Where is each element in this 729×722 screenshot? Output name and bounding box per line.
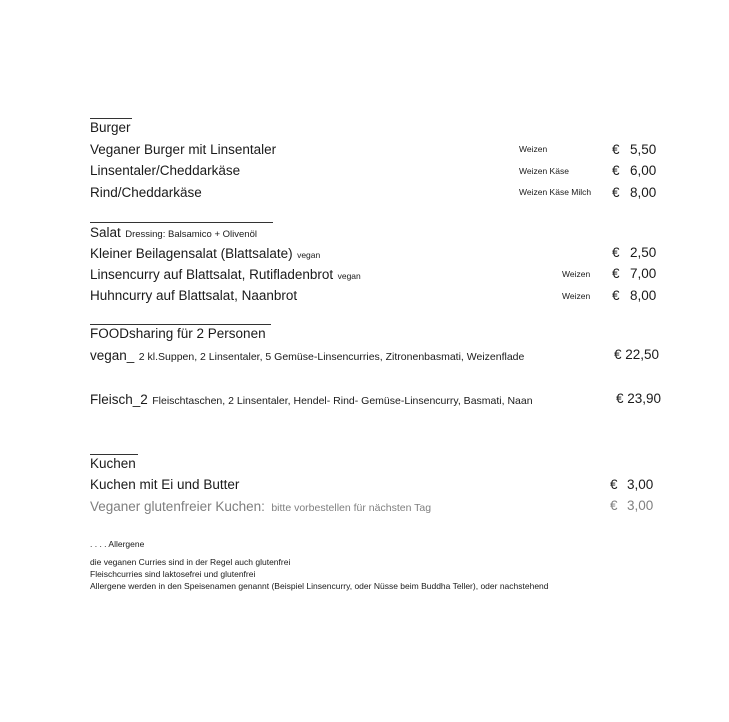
menu-item-currency: € bbox=[612, 288, 620, 303]
menu-item-name: Veganer Burger mit Linsentaler bbox=[90, 142, 277, 157]
menu-item-price: 3,00 bbox=[627, 477, 654, 492]
menu-item-name: Rind/Cheddarkäse bbox=[90, 185, 202, 200]
preorder-note: bitte vorbestellen für nächsten Tag bbox=[271, 502, 432, 514]
foodsharing-section-title: FOODsharing für 2 Personen bbox=[90, 326, 266, 341]
foodsharing-section-line bbox=[90, 324, 271, 325]
burger-section-title: Burger bbox=[90, 120, 131, 135]
menu-item-allergens: Weizen Käse bbox=[519, 166, 569, 176]
menu-item-name: Veganer glutenfreier Kuchen: bbox=[90, 499, 265, 514]
menu-item-price: 8,00 bbox=[630, 288, 657, 303]
menu-item-price: 7,00 bbox=[630, 266, 657, 281]
menu-item-allergens: Weizen Käse Milch bbox=[519, 187, 592, 197]
menu-item-name: Kleiner Beilagensalat (Blattsalate) bbox=[90, 246, 293, 261]
menu-item-name: Fleisch_2 bbox=[90, 392, 148, 407]
menu-item-price: 2,50 bbox=[630, 245, 657, 260]
burger-section-line bbox=[90, 118, 132, 119]
menu-item bbox=[90, 391, 533, 409]
allergen-heading: . . . . Allergene bbox=[90, 539, 145, 549]
menu-item-currency: € bbox=[612, 142, 620, 157]
menu-item-price: 5,50 bbox=[630, 142, 657, 157]
menu-item-name: Linsentaler/Cheddarkäse bbox=[90, 163, 241, 178]
menu-item-currency: € bbox=[610, 498, 618, 513]
footer-line: Allergene werden in den Speisenamen genannt (Beispiel Linsencurry, oder Nüsse beim Buddha Teller), oder nachstehend bbox=[90, 581, 549, 591]
menu-item-allergens: Weizen bbox=[562, 269, 591, 279]
menu-item-price: € 22,50 bbox=[614, 347, 660, 362]
vegan-tag: vegan bbox=[337, 271, 361, 281]
menu-item bbox=[90, 245, 320, 263]
menu-item bbox=[90, 347, 524, 365]
vegan-tag: vegan bbox=[297, 250, 321, 260]
menu-item bbox=[90, 498, 431, 516]
salat-section-title: Salat bbox=[90, 225, 121, 240]
footer-line: die veganen Curries sind in der Regel auch glutenfrei bbox=[90, 557, 291, 567]
kuchen-section-line bbox=[90, 454, 138, 455]
menu-item-currency: € bbox=[612, 245, 620, 260]
footer-line: Fleischcurries sind laktosefrei und glutenfrei bbox=[90, 569, 256, 579]
salat-section-line bbox=[90, 222, 273, 223]
menu-item-name: Huhncurry auf Blattsalat, Naanbrot bbox=[90, 288, 298, 303]
kuchen-section-title: Kuchen bbox=[90, 456, 136, 471]
menu-item-description: 2 kl.Suppen, 2 Linsentaler, 5 Gemüse-Linsencurries, Zitronenbasmati, Weizenflade bbox=[138, 351, 525, 363]
menu-item-currency: € bbox=[612, 163, 620, 178]
menu-item-price: 6,00 bbox=[630, 163, 657, 178]
menu-item-currency: € bbox=[610, 477, 618, 492]
menu-item-allergens: Weizen bbox=[562, 291, 591, 301]
salat-dressing-note: Dressing: Balsamico + Olivenöl bbox=[125, 229, 257, 240]
menu-item-name: Linsencurry auf Blattsalat, Rutifladenbrot bbox=[90, 267, 334, 282]
menu-item-currency: € bbox=[612, 266, 620, 281]
menu-item-allergens: Weizen bbox=[519, 144, 548, 154]
menu-item-description: Fleischtaschen, 2 Linsentaler, Hendel- Rind- Gemüse-Linsencurry, Basmati, Naan bbox=[152, 395, 533, 407]
menu-item-price: 3,00 bbox=[627, 498, 654, 513]
menu-item-currency: € bbox=[612, 185, 620, 200]
menu-item-name: Kuchen mit Ei und Butter bbox=[90, 477, 240, 492]
menu-item-price: € 23,90 bbox=[616, 391, 662, 406]
salat-section-header bbox=[90, 224, 257, 242]
menu-item-price: 8,00 bbox=[630, 185, 657, 200]
menu-item-name: vegan_ bbox=[90, 348, 135, 363]
menu-item bbox=[90, 266, 361, 284]
